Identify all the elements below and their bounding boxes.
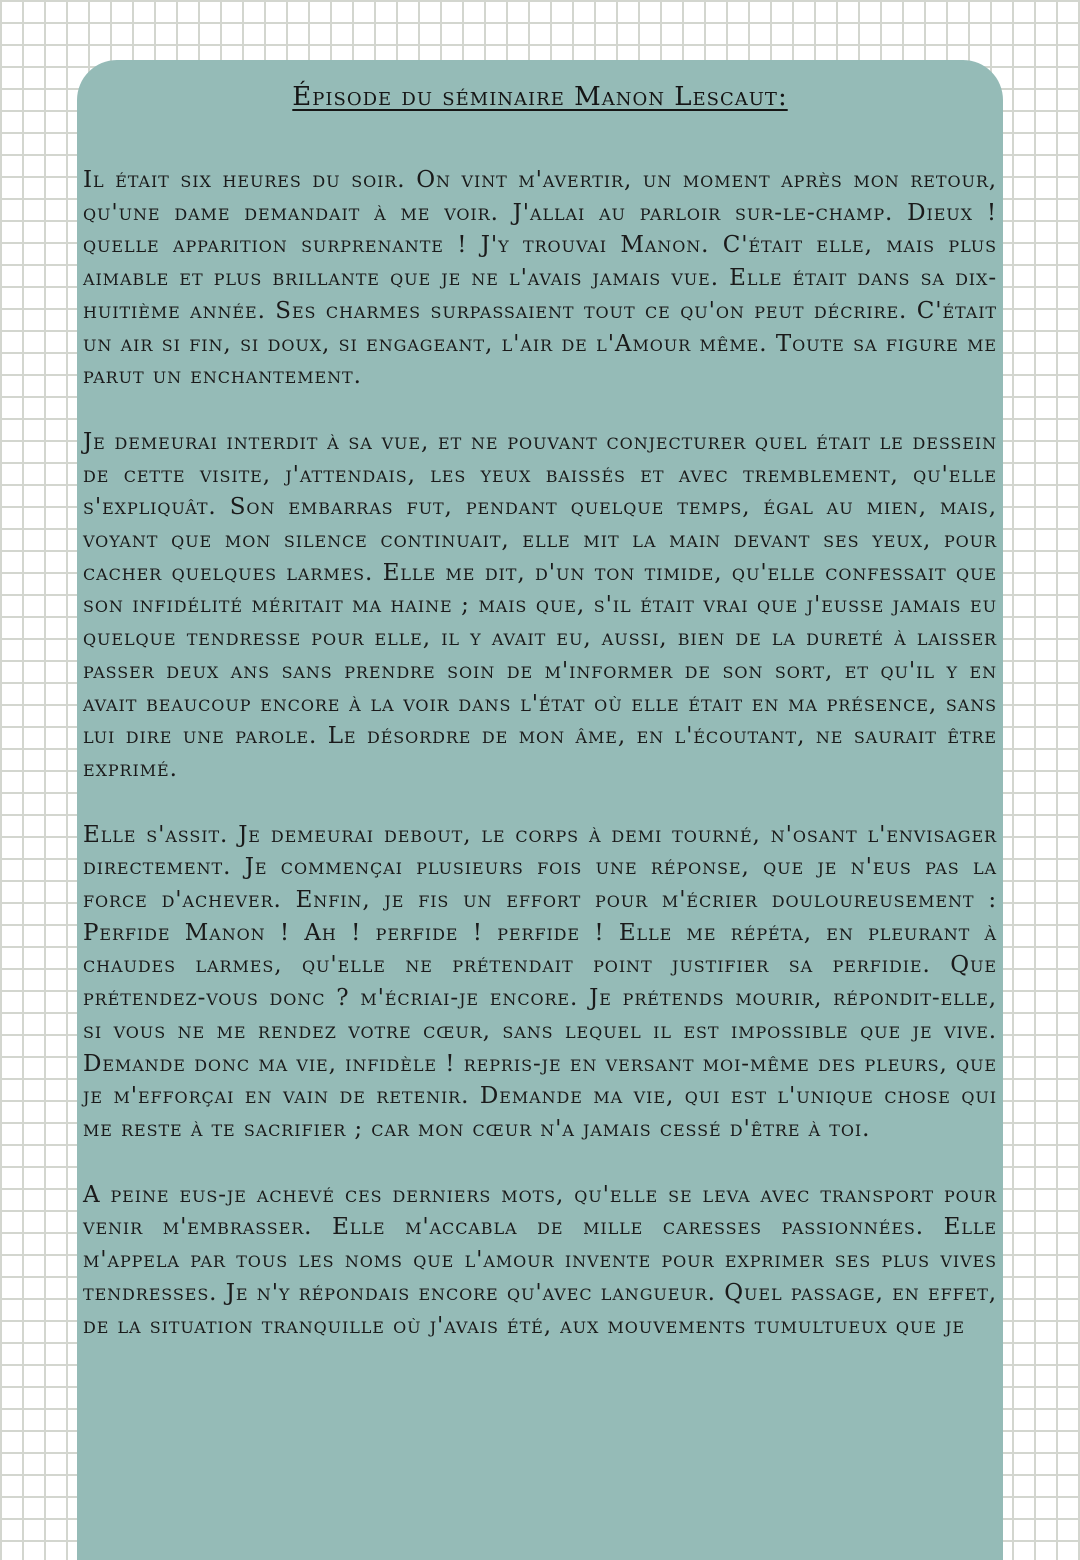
paragraph-1: Il était six heures du soir. On vint m'avertir, un moment après mon retour, qu'une dame demandait à me voir. J'allai au parloir sur-le-champ. Dieux ! quelle apparition surprenante ! J'y trouvai Manon. C'était elle, mais plus aimable et plus brillante que je ne l'avais jamais vue. Elle était dans sa dix-huitième année. Ses charmes surpassaient tout ce qu'on peut décrire. C'était un air si fin, si doux, si engageant, l'air de l'Amour même. Toute sa figure me parut un enchantement. <box>83 167 997 390</box>
text-card <box>77 60 1003 1560</box>
paragraph-4: A peine eus-je achevé ces derniers mots, qu'elle se leva avec transport pour venir m'embrasser. Elle m'accabla de mille caresses passionnées. Elle m'appela par tous les noms que l'amour invente pour exprimer ses plus vives tendresses. Je n'y répondais encore qu'avec langueur. Quel passage, en effet, de la situation tranquille où j'avais été, aux mouvements tumultueux que je <box>83 1181 997 1339</box>
paragraph-3: Elle s'assit. Je demeurai debout, le corps à demi tourné, n'osant l'envisager directement. Je commençai plusieurs fois une réponse, que je n'eus pas la force d'achever. Enfin, je fis un effort pour m'écrier douloureusement : Perfide Manon ! Ah ! perfide ! perfide ! Elle me répéta, en pleurant à chaudes larmes, qu'elle ne prétendait point justifier sa perfidie. Que prétendez-vous donc ? m'écriai-je encore. Je prétends mourir, répondit-elle, si vous ne me rendez votre cœur, sans lequel il est impossible que je vive. Demande donc ma vie, infidèle ! repris-je en versant moi-même des pleurs, que je m'efforçai en vain de retenir. Demande ma vie, qui est l'unique chose qui me reste à te sacrifier ; car mon cœur n'a jamais cessé d'être à toi. <box>83 821 997 1142</box>
page-title: Épisode du séminaire Manon Lescaut: <box>292 82 788 112</box>
paragraph-2: Je demeurai interdit à sa vue, et ne pouvant conjecturer quel était le dessein de cette visite, j'attendais, les yeux baissés et avec tremblement, qu'elle s'expliquât. Son embarras fut, pendant quelque temps, égal au mien, mais, voyant que mon silence continuait, elle mit la main devant ses yeux, pour cacher quelques larmes. Elle me dit, d'un ton timide, qu'elle confessait que son infidélité méritait ma haine ; mais que, s'il était vrai que j'eusse jamais eu quelque tendresse pour elle, il y avait eu, aussi, bien de la dureté à laisser passer deux ans sans prendre soin de m'informer de son sort, et qu'il y en avait beaucoup encore à la voir dans l'état où elle était en ma présence, sans lui dire une parole. Le désordre de mon âme, en l'écoutant, ne saurait être exprimé. <box>83 428 997 782</box>
